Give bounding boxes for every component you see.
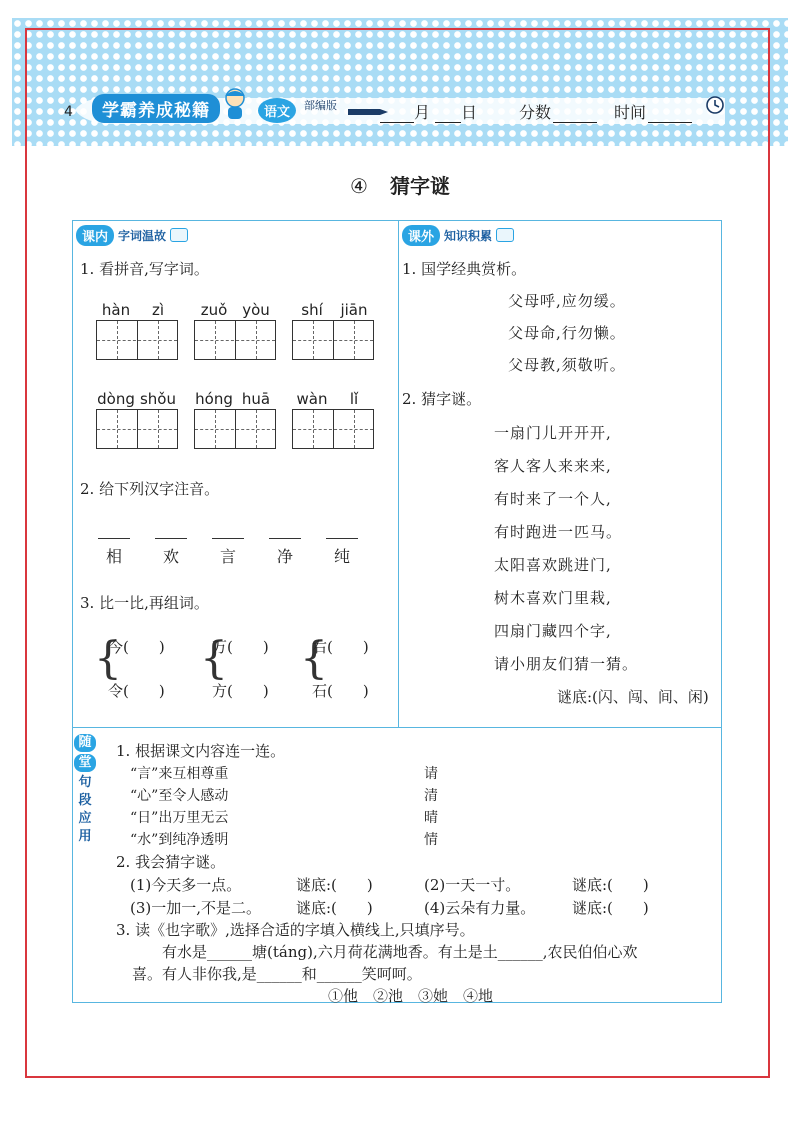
book-icon — [170, 228, 188, 242]
score-label: 分数 — [519, 103, 552, 122]
pinyin: zì — [151, 301, 165, 319]
day-blank[interactable] — [435, 108, 461, 123]
date-day — [435, 100, 477, 123]
pinyin: shǒu — [139, 390, 176, 408]
tag-char: 段 — [78, 793, 92, 808]
bottom-q2-prompt: 2. 我会猜字谜。 — [116, 853, 226, 871]
subject-badge: 语文 — [258, 98, 296, 123]
riddle-answer-blank[interactable]: 谜底:( ) — [572, 876, 649, 894]
left-q1-prompt: 1. 看拼音,写字词。 — [80, 260, 209, 278]
tag-char: 应 — [78, 811, 92, 826]
pinyin: shí — [301, 301, 323, 319]
match-right-item[interactable]: 清 — [424, 788, 438, 804]
pinyin: zuǒ — [200, 301, 228, 319]
left-q3-prompt: 3. 比一比,再组词。 — [80, 594, 209, 612]
pinyin: lǐ — [349, 390, 359, 408]
brace-symbol: { — [94, 633, 122, 684]
match-right-item[interactable]: 情 — [424, 832, 438, 848]
riddle-answer: 谜底:(闪、闯、间、闲) — [557, 688, 709, 706]
riddle-line: 请小朋友们猜一猜。 — [494, 655, 639, 673]
match-right-item[interactable]: 请 — [424, 766, 438, 782]
riddle-line: 客人客人来来来, — [494, 457, 612, 475]
option-list: ①他 ②池 ③她 ④地 — [328, 987, 494, 1005]
pinyin-blank[interactable] — [326, 538, 358, 539]
brace-symbol: { — [300, 633, 328, 684]
match-left-item[interactable]: “心”至令人感动 — [130, 788, 229, 804]
clock-icon — [705, 95, 725, 115]
hanzi: 纯 — [333, 547, 350, 566]
pinyin: wàn — [296, 390, 328, 408]
classic-line: 父母教,须敬听。 — [508, 356, 626, 374]
riddle-question: (3)一加一,不是二。 — [130, 899, 262, 917]
pinyin-blank[interactable] — [269, 538, 301, 539]
time-blank[interactable] — [648, 108, 692, 123]
bottom-section-tag — [74, 734, 100, 856]
month-label: 月 — [414, 103, 431, 122]
match-left-item[interactable]: “水”到纯净透明 — [130, 832, 229, 848]
song-line: 喜。有人非你我,是______和______笑呵呵。 — [132, 965, 422, 983]
compare-word[interactable]: 万( ) — [212, 638, 269, 656]
compare-word[interactable]: 方( ) — [212, 682, 269, 700]
brace-symbol: { — [200, 633, 228, 684]
lesson-title — [0, 170, 800, 199]
riddle-question: (1)今天多一点。 — [130, 876, 242, 894]
right-q1-prompt: 1. 国学经典赏析。 — [402, 260, 527, 278]
left-q2-prompt: 2. 给下列汉字注音。 — [80, 480, 220, 498]
left-section-tag — [76, 224, 188, 246]
riddle-question: (2)一天一寸。 — [424, 876, 521, 894]
day-label: 日 — [461, 103, 478, 122]
date-month — [380, 100, 430, 123]
compare-word[interactable]: 令( ) — [108, 682, 165, 700]
riddle-line: 有时跑进一匹马。 — [494, 523, 623, 541]
tag-char: 随 — [74, 734, 96, 752]
riddle-line: 有时来了一个人, — [494, 490, 612, 508]
classic-line: 父母命,行勿懒。 — [508, 324, 626, 342]
right-section-tag — [402, 224, 514, 246]
writing-grid[interactable] — [194, 320, 276, 360]
match-right-item[interactable]: 晴 — [424, 810, 438, 826]
riddle-answer-blank[interactable]: 谜底:( ) — [296, 876, 373, 894]
lesson-number: ④ — [350, 174, 368, 198]
right-q2-prompt: 2. 猜字谜。 — [402, 390, 482, 408]
score-blank[interactable] — [553, 108, 597, 123]
hanzi: 言 — [219, 547, 236, 566]
month-blank[interactable] — [380, 108, 414, 123]
bottom-q1-prompt: 1. 根据课文内容连一连。 — [116, 742, 286, 760]
riddle-line: 太阳喜欢跳进门, — [494, 556, 612, 574]
edition-label: 部编版 — [304, 99, 337, 112]
compare-word[interactable]: 今( ) — [108, 638, 165, 656]
hanzi: 欢 — [162, 547, 179, 566]
match-left-item[interactable]: “言”来互相尊重 — [130, 766, 229, 782]
hanzi: 相 — [105, 547, 122, 566]
match-left-item[interactable]: “日”出万里无云 — [130, 810, 229, 826]
pinyin-blank[interactable] — [212, 538, 244, 539]
riddle-question: (4)云朵有力量。 — [424, 899, 536, 917]
tag-char: 用 — [78, 829, 92, 844]
riddle-line: 树木喜欢门里栽, — [494, 589, 612, 607]
tag-text: 知识积累 — [444, 228, 493, 243]
pinyin: hóng — [195, 390, 233, 408]
tag-pill: 课外 — [402, 225, 440, 246]
riddle-line: 四扇门藏四个字, — [494, 622, 612, 640]
pinyin: hàn — [101, 301, 131, 319]
pinyin: dòng — [97, 390, 135, 408]
pinyin-blank[interactable] — [155, 538, 187, 539]
pinyin: jiān — [340, 301, 368, 319]
tag-char: 堂 — [74, 754, 96, 772]
compare-word[interactable]: 石( ) — [312, 682, 369, 700]
writing-grid[interactable] — [194, 409, 276, 449]
tag-text: 字词温故 — [118, 228, 167, 243]
compare-word[interactable]: 右( ) — [312, 638, 369, 656]
brand-logo: 学霸养成秘籍 — [92, 94, 220, 123]
time-label: 时间 — [614, 103, 647, 122]
song-line: 有水是______塘(táng),六月荷花满地香。有土是土______,农民伯伯心欢 — [162, 943, 638, 961]
book-icon — [496, 228, 514, 242]
time-field — [614, 100, 692, 123]
pinyin: huā — [241, 390, 271, 408]
writing-grid[interactable] — [96, 320, 178, 360]
bottom-q3-prompt: 3. 读《也字歌》,选择合适的字填入横线上,只填序号。 — [116, 921, 475, 939]
score-field — [519, 100, 597, 123]
pinyin-blank[interactable] — [98, 538, 130, 539]
pinyin: yòu — [242, 301, 270, 319]
mascot-icon — [220, 86, 250, 122]
tag-pill: 课内 — [76, 225, 114, 246]
writing-grid[interactable] — [292, 409, 374, 449]
lesson-title-text: 猜字谜 — [389, 174, 450, 198]
writing-grid[interactable] — [292, 320, 374, 360]
riddle-line: 一扇门儿开开开, — [494, 424, 612, 442]
classic-line: 父母呼,应勿缓。 — [508, 292, 626, 310]
page-number: 4 — [64, 104, 73, 120]
riddle-answer-blank[interactable]: 谜底:( ) — [572, 899, 649, 917]
hanzi: 净 — [276, 547, 293, 566]
riddle-answer-blank[interactable]: 谜底:( ) — [296, 899, 373, 917]
tag-char: 句 — [78, 775, 92, 790]
writing-grid[interactable] — [96, 409, 178, 449]
